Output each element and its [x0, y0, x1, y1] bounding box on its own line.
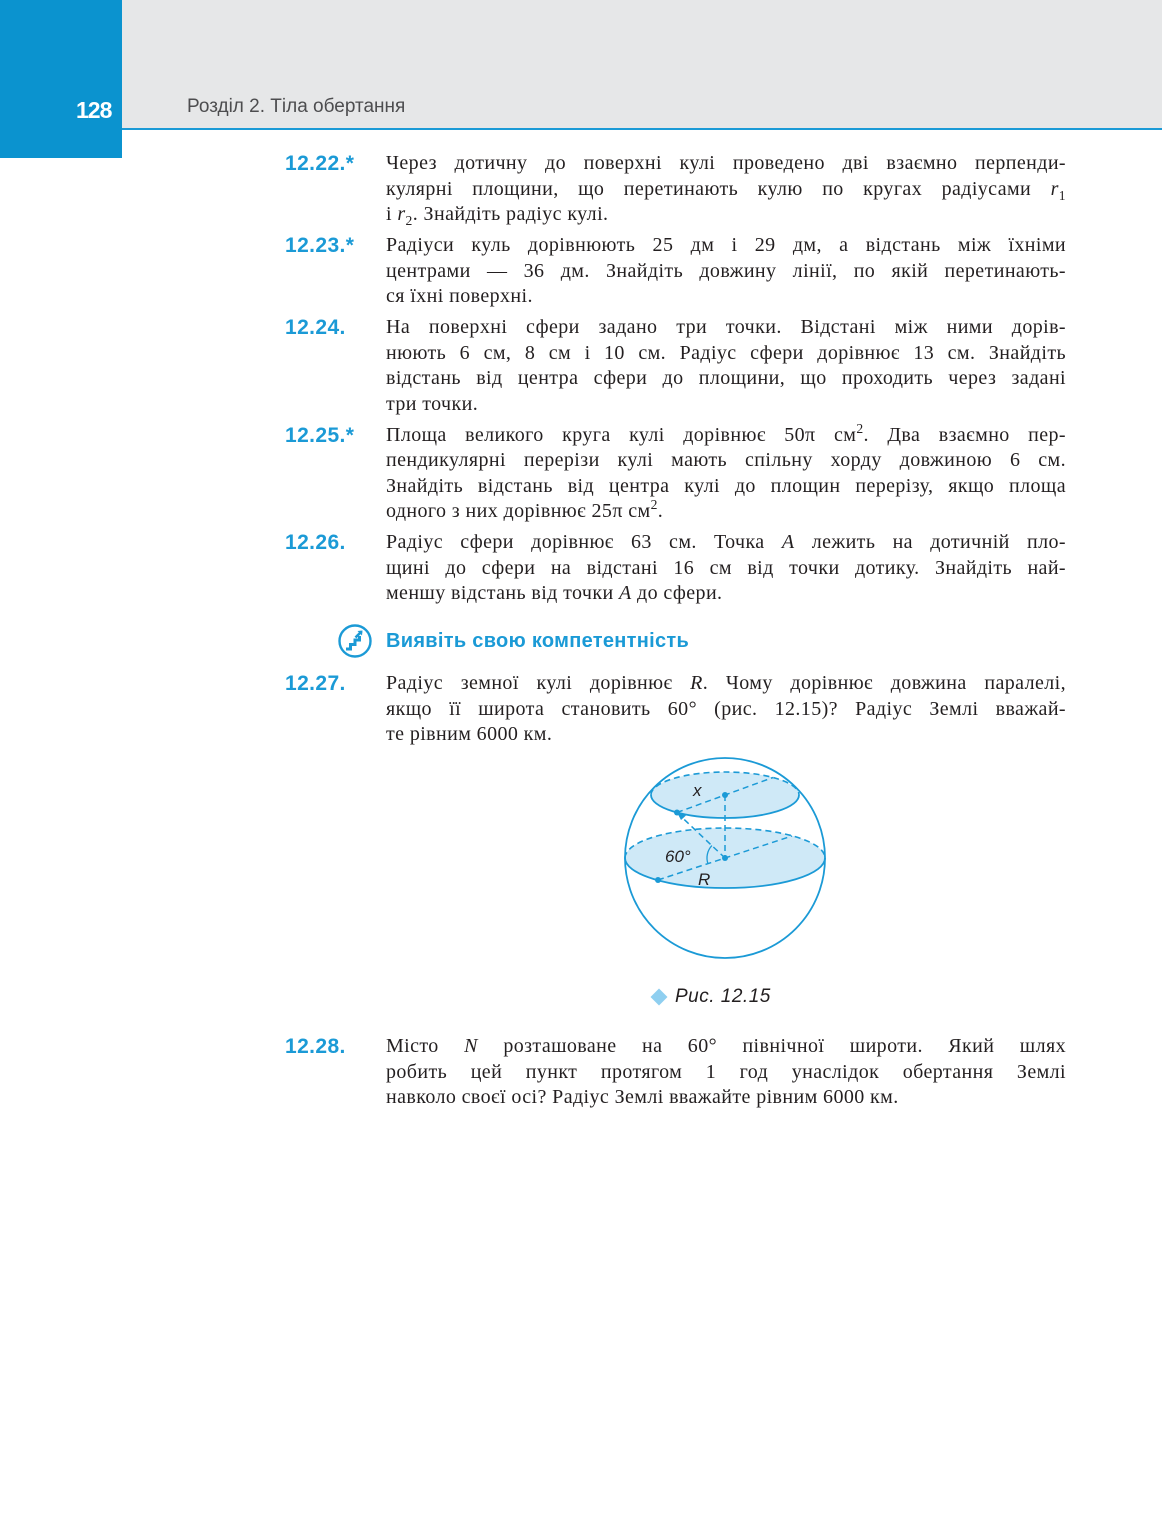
- problem: [285, 671, 1066, 748]
- problem-line: [386, 556, 1066, 582]
- problem-line: [386, 233, 1066, 259]
- math-variable: r: [1050, 177, 1059, 200]
- text-run: навколо своєї осі? Радіус Землі вважайте рівним 6000 км.: [386, 1086, 899, 1108]
- problem-text: [386, 151, 1066, 228]
- problem-line: [386, 530, 1066, 556]
- text-run: три точки.: [386, 392, 479, 415]
- text-run: меншу відстань від точки: [386, 582, 619, 604]
- problem-number: 12.23.*: [285, 234, 355, 257]
- text-run: Знайдіть відстань від центра кулі до площин перерізу, якщо площа: [386, 474, 1066, 497]
- problem-number: 12.25.*: [285, 423, 355, 447]
- text-run: розташоване на 60° північної широти. Який шлях: [477, 1035, 1066, 1057]
- problem-text: [386, 420, 1066, 525]
- problem-line: [386, 448, 1066, 474]
- label-r: R: [698, 870, 711, 889]
- running-head: Розділ 2. Тіла обертання: [187, 96, 406, 117]
- sphere-center-dot: [722, 855, 728, 861]
- text-run: . Знайдіть радіус кулі.: [412, 203, 609, 225]
- problem-text: [386, 233, 1066, 310]
- text-run: . Чому дорівнює довжина паралелі,: [702, 672, 1066, 694]
- text-run: до сфери.: [631, 582, 723, 604]
- header-rule: [122, 128, 1162, 130]
- stairs-icon: [338, 624, 372, 658]
- text-run: Радіус сфери дорівнює 63 см. Точка: [386, 531, 782, 553]
- problem-list: [285, 1034, 1066, 1116]
- figure-caption: [650, 985, 771, 1009]
- diamond-icon: [651, 989, 668, 1006]
- problem-line: [386, 1060, 1066, 1086]
- text-run: те рівним 6000 км.: [386, 723, 553, 745]
- caption-text: Рис. 12.15: [675, 986, 771, 1007]
- text-run: Радіуси куль дорівнюють 25 дм і 29 дм, а відстань між їхніми: [386, 234, 1066, 256]
- problem: [285, 151, 1066, 228]
- parallel-point-dot: [674, 810, 680, 816]
- text-run: якщо її широта становить 60° (рис. 12.15)? Радіус Землі вважай-: [386, 697, 1066, 720]
- section-title: Виявіть свою компетентність: [386, 629, 690, 652]
- math-variable: N: [464, 1035, 478, 1057]
- text-run: відстань від центра сфери до площини, що проходить через задані: [386, 367, 1066, 389]
- problem-text: [386, 530, 1066, 607]
- problem-line: [386, 284, 1066, 310]
- text-run: кулярні площини, що перетинають кулю по кругах радіусами: [386, 177, 1051, 200]
- problem-line: [386, 474, 1066, 500]
- math-variable: R: [690, 672, 703, 694]
- problem: [285, 233, 1066, 310]
- problem: [285, 315, 1066, 417]
- problem: [285, 530, 1066, 607]
- math-variable: A: [619, 582, 632, 604]
- text-run: робить цей пункт протягом 1 год унаслідок обертання Землі: [386, 1060, 1066, 1083]
- superscript: 2: [856, 420, 864, 436]
- page-number-tab: [0, 0, 122, 158]
- parallel-center-dot: [722, 792, 728, 798]
- problem-line: [386, 315, 1066, 341]
- problem-number: 12.22.*: [285, 152, 355, 175]
- problem-line: [386, 671, 1066, 697]
- problem-line: [386, 722, 1066, 748]
- math-variable: A: [781, 531, 795, 553]
- math-variable: r: [397, 203, 406, 225]
- text-run: нюють 6 см, 8 см і 10 см. Радіус сфери дорівнює 13 см. Знайдіть: [386, 341, 1066, 364]
- problem-line: [386, 151, 1066, 177]
- text-run: .: [657, 500, 664, 522]
- section-heading: [338, 624, 689, 658]
- problem-number: 12.27.: [285, 672, 346, 695]
- problem-number: 12.28.: [285, 1035, 346, 1058]
- text-run: Радіус земної кулі дорівнює: [386, 672, 691, 694]
- problem-line: [386, 697, 1066, 723]
- text-run: пендикулярні перерізи кулі мають спільну хорду довжиною 6 см.: [386, 449, 1066, 471]
- problem: [285, 1034, 1066, 1111]
- problem-line: [386, 420, 1066, 449]
- problem-text: [386, 315, 1066, 417]
- problem-line: [386, 1034, 1066, 1060]
- problem-list: [285, 671, 1066, 753]
- text-run: одного з них дорівнює 25π см: [386, 500, 651, 522]
- text-run: Площа великого круга кулі дорівнює 50π см: [386, 423, 857, 446]
- sphere-figure: [600, 748, 850, 968]
- problem-line: [386, 177, 1066, 203]
- problem-text: [386, 671, 1066, 748]
- subscript: 2: [405, 212, 413, 228]
- problem-number: 12.24.: [285, 316, 346, 339]
- problem-list: [285, 151, 1066, 612]
- superscript: 2: [650, 496, 658, 512]
- problem-line: [386, 581, 1066, 607]
- problem-line: [386, 341, 1066, 367]
- text-run: На поверхні сфери задано три точки. Відстані між ними дорів-: [386, 316, 1066, 338]
- text-run: . Два взаємно пер-: [863, 423, 1066, 446]
- problem: [285, 420, 1066, 525]
- text-run: Через дотичну до поверхні кулі проведено дві взаємно перпенди-: [386, 152, 1066, 174]
- page-number: 128: [76, 97, 112, 123]
- label-angle: 60°: [665, 847, 691, 866]
- problem-line: [386, 202, 1066, 228]
- text-run: Місто: [386, 1035, 465, 1057]
- problem-text: [386, 1034, 1066, 1111]
- text-run: ся їхні поверхні.: [386, 285, 533, 307]
- problem-line: [386, 496, 1066, 525]
- text-run: і: [386, 203, 398, 225]
- problem-line: [386, 259, 1066, 285]
- problem-number: 12.26.: [285, 531, 346, 554]
- label-x: x: [693, 781, 702, 800]
- problem-line: [386, 392, 1066, 418]
- text-run: центрами — 36 дм. Знайдіть довжину лінії, по якій перетинають-: [386, 259, 1066, 282]
- equator-point-dot: [655, 877, 661, 883]
- text-run: лежить на дотичній пло-: [794, 531, 1066, 553]
- text-run: щині до сфери на відстані 16 см від точки дотику. Знайдіть най-: [386, 556, 1066, 579]
- problem-line: [386, 366, 1066, 392]
- subscript: 1: [1058, 187, 1066, 203]
- problem-line: [386, 1085, 1066, 1111]
